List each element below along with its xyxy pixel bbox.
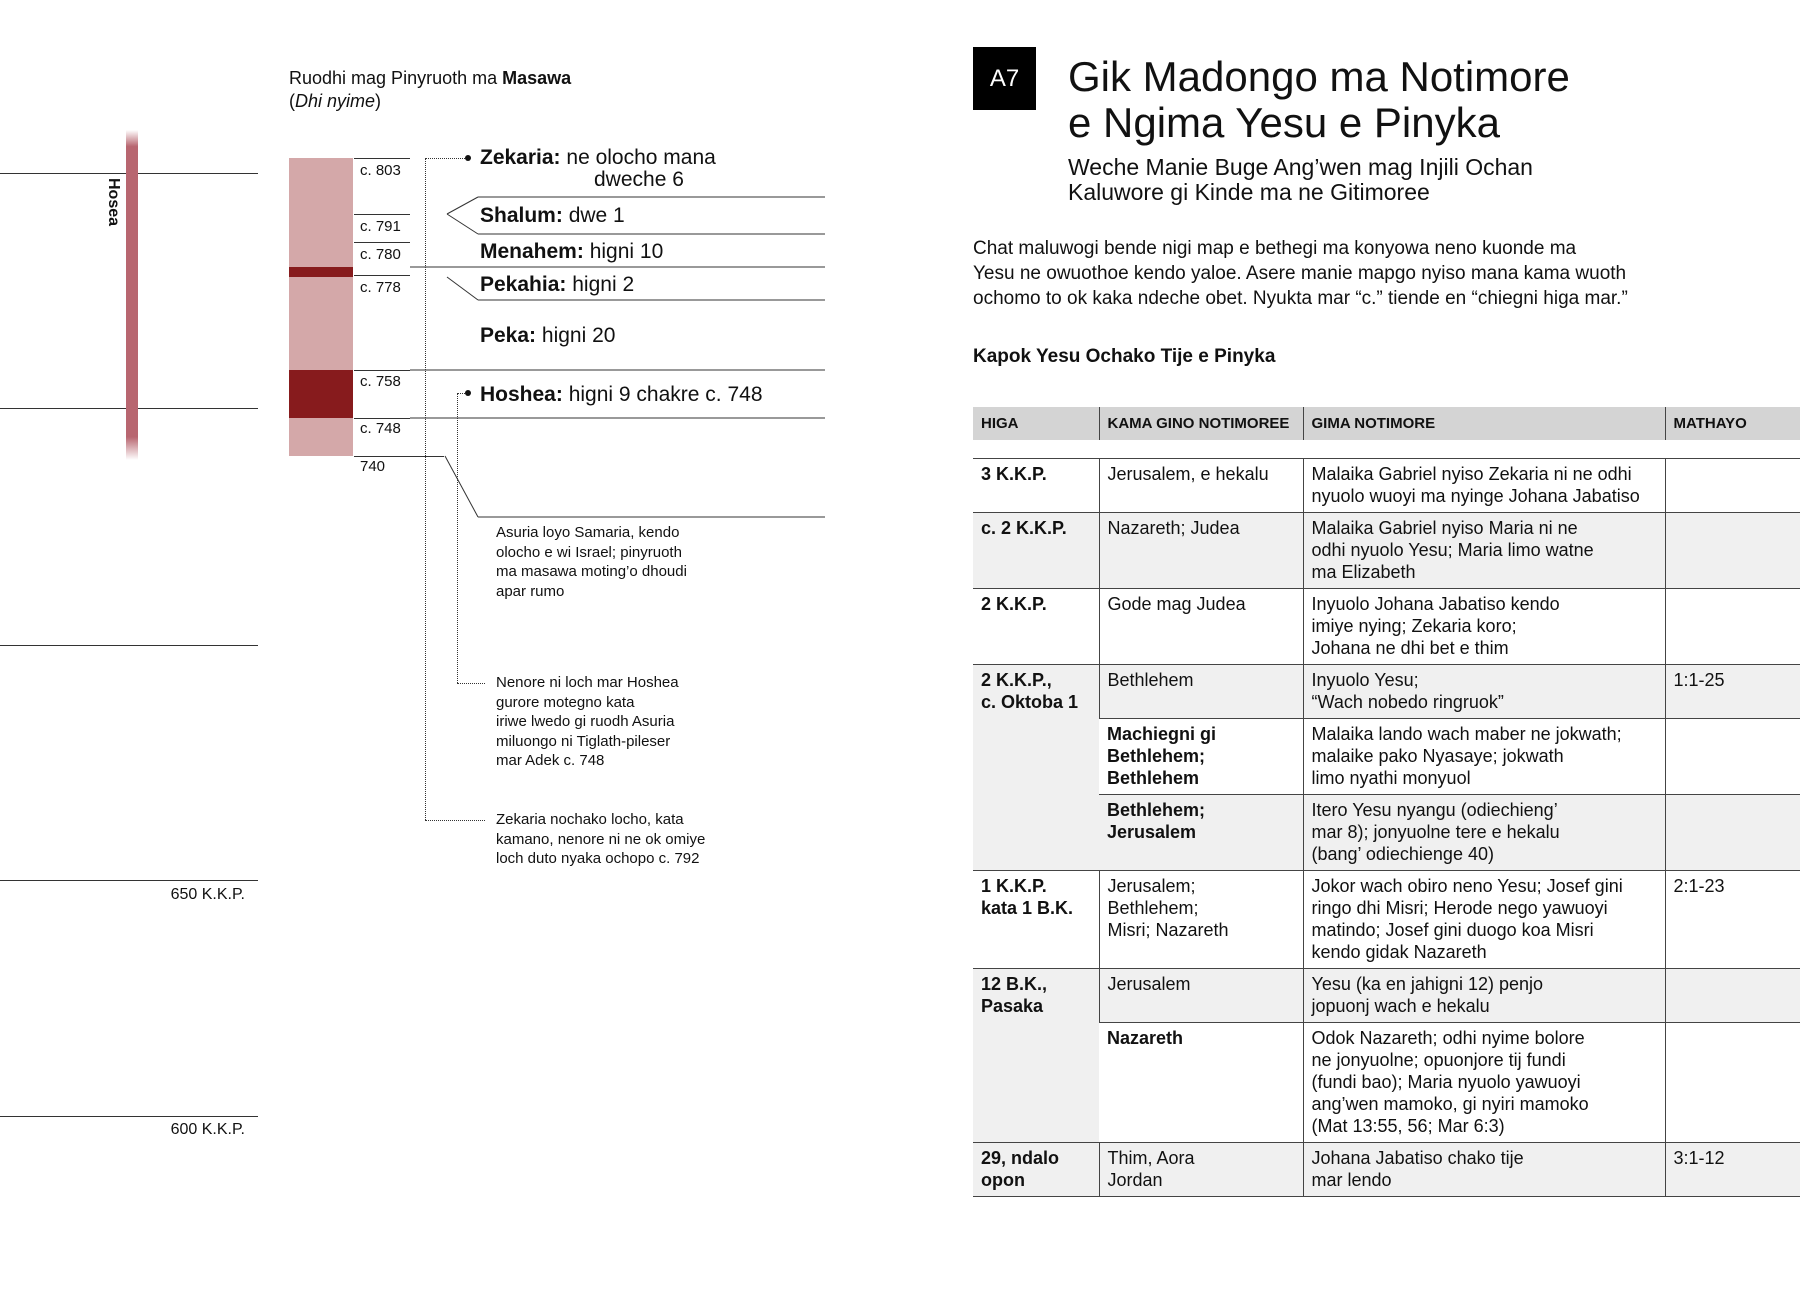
cell-place: Jerusalem; Bethlehem; Misri; Nazareth bbox=[1099, 870, 1303, 968]
king-name: Menahem: bbox=[480, 240, 584, 263]
cell-mathayo bbox=[1665, 458, 1800, 512]
cell-year: c. 2 K.K.P. bbox=[973, 512, 1099, 588]
cell-year: 2 K.K.P. bbox=[973, 588, 1099, 664]
king-peka bbox=[480, 324, 615, 348]
timeline-connectors bbox=[0, 0, 900, 900]
column-header-event: GIMA NOTIMORE bbox=[1303, 407, 1665, 440]
subtitle-line2: Kaluwore gi Kinde ma ne Gitimoree bbox=[1068, 179, 1430, 205]
table-row bbox=[973, 1142, 1800, 1196]
heading-paren-open: ( bbox=[289, 91, 295, 111]
cell-mathayo bbox=[1665, 1022, 1800, 1142]
cell-mathayo: 2:1-23 bbox=[1665, 870, 1800, 968]
cell-place: Nazareth; Judea bbox=[1099, 512, 1303, 588]
table-row bbox=[973, 458, 1800, 512]
callout-line-hoshea bbox=[457, 393, 458, 683]
year-label: c. 791 bbox=[360, 218, 401, 235]
king-detail: higni 9 chakre c. 748 bbox=[568, 383, 763, 406]
cell-event: Jokor wach obiro neno Yesu; Josef gini ringo dhi Misri; Herode nego yawuoyi matindo; Josef gini duogo koa Misri kendo gidak Nazareth bbox=[1303, 870, 1665, 968]
king-hoshea bbox=[480, 383, 763, 407]
era-label-600: 600 K.K.P. bbox=[170, 1121, 245, 1138]
page-title bbox=[1068, 54, 1570, 146]
year-label: c. 758 bbox=[360, 373, 401, 390]
king-pekahia bbox=[480, 273, 634, 297]
cell-year: 3 K.K.P. bbox=[973, 458, 1099, 512]
title-line1: Gik Madongo ma Notimore bbox=[1068, 53, 1570, 100]
cell-place: Thim, Aora Jordan bbox=[1099, 1142, 1303, 1196]
cell-event: Malaika Gabriel nyiso Maria ni ne odhi nyuolo Yesu; Maria limo watne ma Elizabeth bbox=[1303, 512, 1665, 588]
callout-line-hoshea-bottom bbox=[457, 683, 485, 684]
year-label: 740 bbox=[360, 458, 386, 475]
cell-mathayo: 3:1-12 bbox=[1665, 1142, 1800, 1196]
cell-event: Johana Jabatiso chako tije mar lendo bbox=[1303, 1142, 1665, 1196]
year-label: c. 803 bbox=[360, 162, 401, 179]
king-detail: dwe 1 bbox=[568, 204, 625, 227]
cell-mathayo: 1:1-25 bbox=[1665, 664, 1800, 718]
year-label: c. 778 bbox=[360, 279, 401, 296]
column-header-place: KAMA GINO NOTIMOREE bbox=[1099, 407, 1303, 440]
cell-year: 12 B.K., Pasaka bbox=[973, 968, 1099, 1142]
cell-event: Odok Nazareth; odhi nyime bolore ne jonyuolne; opuonjore tij fundi (fundi bao); Maria nyuolo yawuoyi ang’wen mamoko, gi nyiri mamoko (Mat 13:55, 56; Mar 6:3) bbox=[1303, 1022, 1665, 1142]
cell-mathayo bbox=[1665, 718, 1800, 794]
cell-place: Nazareth bbox=[1099, 1022, 1303, 1142]
note-assyria-conquest: Asuria loyo Samaria, kendo olocho e wi Israel; pinyruoth ma masawa moting’o dhoudi apar rumo bbox=[496, 524, 687, 600]
cell-mathayo bbox=[1665, 968, 1800, 1022]
era-label-650: 650 K.K.P. bbox=[170, 886, 245, 903]
table-header-row bbox=[973, 407, 1800, 440]
connector-end-diagonal bbox=[445, 456, 478, 517]
page-subtitle bbox=[1068, 155, 1533, 205]
table-spacer bbox=[973, 440, 1800, 458]
column-header-mathayo: MATHAYO bbox=[1665, 407, 1800, 440]
year-label: c. 748 bbox=[360, 420, 401, 437]
king-zekaria bbox=[480, 147, 716, 191]
cell-year: 1 K.K.P. kata 1 B.K. bbox=[973, 870, 1099, 968]
king-detail: higni 2 bbox=[572, 273, 635, 296]
cell-place: Bethlehem bbox=[1099, 664, 1303, 718]
callout-line-zekaria-bottom bbox=[425, 820, 485, 821]
cell-event: Inyuolo Yesu; “Wach nobedo ringruok” bbox=[1303, 664, 1665, 718]
callout-bullet bbox=[465, 155, 471, 161]
king-name: Hoshea: bbox=[480, 383, 563, 406]
heading-paren-close: ) bbox=[375, 91, 382, 111]
note-zekaria-reign: Zekaria nochako locho, kata kamano, nenore ni ne ok omiye loch duto nyaka ochopo c. 792 bbox=[496, 811, 706, 867]
cell-place: Jerusalem, e hekalu bbox=[1099, 458, 1303, 512]
table-row bbox=[973, 512, 1800, 588]
table-row bbox=[973, 968, 1800, 1022]
cell-event: Itero Yesu nyangu (odiechieng’ mar 8); jonyuolne tere e hekalu (bang’ odiechienge 40) bbox=[1303, 794, 1665, 870]
connector-shalum-lower bbox=[447, 214, 478, 234]
king-detail-line2: dweche 6 bbox=[594, 168, 684, 191]
king-shalum bbox=[480, 204, 625, 228]
king-name: Shalum: bbox=[480, 204, 563, 227]
king-detail: higni 20 bbox=[541, 324, 616, 347]
heading-text: Ruodhi mag Pinyruoth ma bbox=[289, 68, 503, 88]
prophet-label-hosea: Hosea bbox=[105, 178, 122, 227]
title-line2: e Ngima Yesu e Pinyka bbox=[1068, 99, 1500, 146]
king-name: Pekahia: bbox=[480, 273, 567, 296]
cell-year: 2 K.K.P., c. Oktoba 1 bbox=[973, 664, 1099, 870]
heading-bold: Masawa bbox=[502, 68, 572, 88]
table-row bbox=[973, 664, 1800, 718]
right-page-events bbox=[900, 0, 1800, 1300]
cell-event: Malaika lando wach maber ne jokwath; malaike pako Nyasaye; jokwath limo nyathi monyuol bbox=[1303, 718, 1665, 794]
section-badge: A7 bbox=[973, 47, 1036, 110]
cell-mathayo bbox=[1665, 512, 1800, 588]
callout-line-zekaria bbox=[425, 158, 426, 820]
note-hoshea-reign: Nenore ni loch mar Hoshea gurore motegno kata iriwe lwedo gi ruodh Asuria miluongo ni Tiglath-pileser mar Adek c. 748 bbox=[496, 674, 679, 769]
king-detail: higni 10 bbox=[589, 240, 664, 263]
cell-event: Yesu (ka en jahigni 12) penjo jopuonj wach e hekalu bbox=[1303, 968, 1665, 1022]
heading-italic: Dhi nyime bbox=[295, 91, 376, 111]
connector-shalum-upper bbox=[447, 197, 478, 214]
cell-place: Bethlehem; Jerusalem bbox=[1099, 794, 1303, 870]
section-heading: Kapok Yesu Ochako Tije e Pinyka bbox=[973, 346, 1276, 367]
cell-event: Inyuolo Johana Jabatiso kendo imiye nying; Zekaria koro; Johana ne dhi bet e thim bbox=[1303, 588, 1665, 664]
cell-year: 29, ndalo opon bbox=[973, 1142, 1099, 1196]
cell-place: Gode mag Judea bbox=[1099, 588, 1303, 664]
table-row bbox=[973, 870, 1800, 968]
callout-line-zekaria-top bbox=[425, 158, 467, 159]
intro-paragraph: Chat maluwogi bende nigi map e bethegi ma konyowa neno kuonde ma Yesu ne owuothoe kendo yaloe. Asere manie mapgo nyiso mana kama wuoth ochomo to ok kaka ndeche obet. Nyukta mar “c.” tiende en “chiegni higa mar.” bbox=[973, 238, 1628, 309]
king-menahem bbox=[480, 240, 663, 264]
callout-bullet bbox=[465, 390, 471, 396]
era-gridline bbox=[0, 1116, 258, 1117]
subtitle-line1: Weche Manie Buge Ang’wen mag Injili Ochan bbox=[1068, 154, 1533, 180]
column-header-year: HIGA bbox=[973, 407, 1099, 440]
king-name: Peka: bbox=[480, 324, 537, 347]
table-row bbox=[973, 588, 1800, 664]
cell-place: Machiegni gi Bethlehem; Bethlehem bbox=[1099, 718, 1303, 794]
king-name: Zekaria: bbox=[480, 146, 561, 169]
cell-mathayo bbox=[1665, 588, 1800, 664]
year-label: c. 780 bbox=[360, 246, 401, 263]
cell-mathayo bbox=[1665, 794, 1800, 870]
cell-place: Jerusalem bbox=[1099, 968, 1303, 1022]
events-table bbox=[973, 407, 1800, 1197]
connector-pekahia-lower bbox=[447, 277, 478, 300]
cell-event: Malaika Gabriel nyiso Zekaria ni ne odhi nyuolo wuoyi ma nyinge Johana Jabatiso bbox=[1303, 458, 1665, 512]
king-detail: ne olocho mana bbox=[566, 146, 716, 169]
